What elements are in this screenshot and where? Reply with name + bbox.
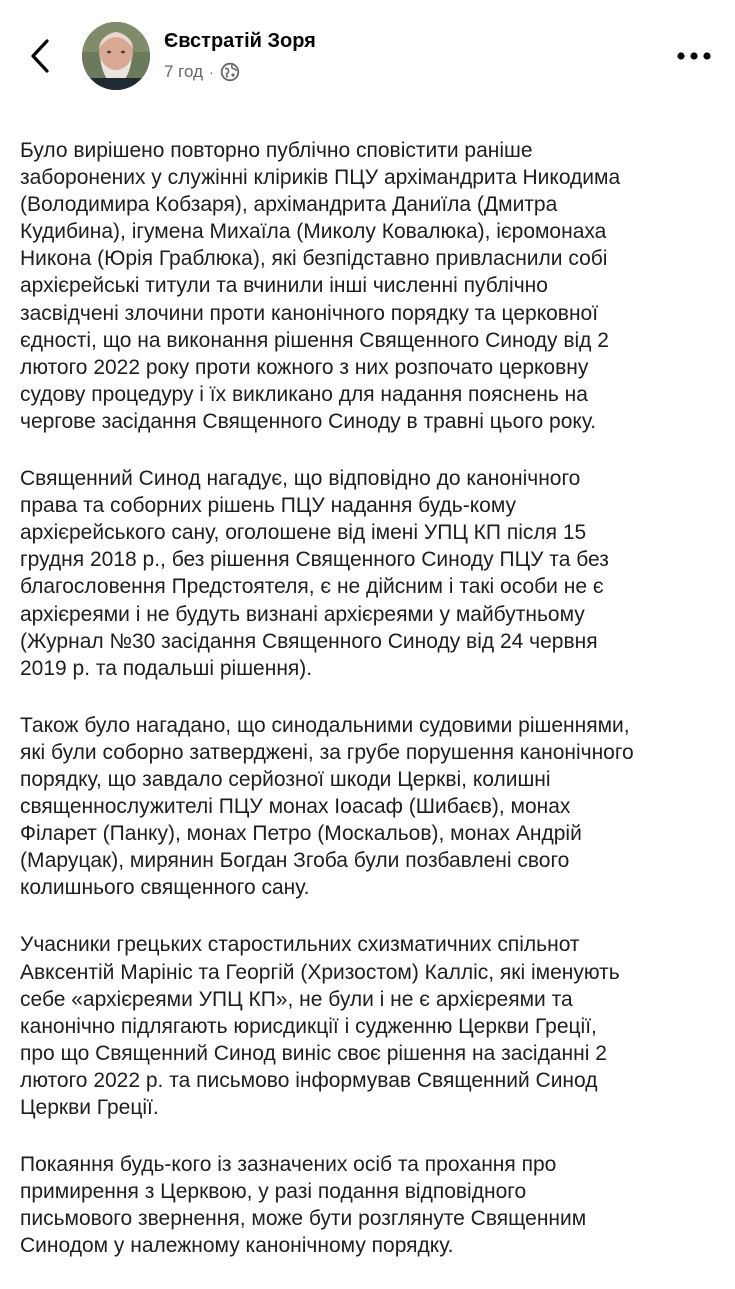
author-avatar[interactable] (82, 22, 150, 90)
more-options-button[interactable] (672, 40, 716, 72)
author-name[interactable]: Євстратій Зоря (164, 30, 316, 52)
post-paragraph: Також було нагадано, що синодальними судовими рішеннями, які були соборно затверджені, за грубе порушення канонічного порядку, що завдало серйозної шкоди Церкві, колишні священнослужителі ПЦУ монах Іоасаф (Шибаєв), монах Філарет (Панку), монах Петро (Москальов), монах Андрій (Маруцак), мирянин Богдан Згоба були позбавлені свого колишнього священного сану. (20, 713, 634, 900)
chevron-left-icon (29, 38, 51, 74)
post-meta (164, 62, 240, 82)
post-paragraph: Священний Синод нагадує, що відповідно до канонічного права та соборних рішень ПЦУ надання будь-кому архієрейського сану, оголошене від імені УПЦ КП після 15 грудня 2018 р., без рішення Священного Синоду ПЦУ та без благословення Предстоятеля, є не дійсним і такі особи не є архієреями і не будуть визнані архієреями у майбутньому (Журнал №30 засідання Священного Синоду від 24 червня 2019 р. та подальші рішення). (20, 467, 609, 680)
meta-separator: · (209, 64, 214, 80)
post-paragraph: Покаяння будь-кого із зазначених осіб та прохання про примирення з Церквою, у разі подання відповідного письмового звернення, може бути розглянуте Священним Синодом у належному канонічному порядку. (20, 1153, 587, 1258)
globe-icon (220, 62, 240, 82)
back-button[interactable] (20, 32, 60, 80)
more-horizontal-icon (676, 51, 712, 61)
post-timestamp[interactable]: 7 год (164, 62, 204, 81)
post-paragraph: Учасники грецьких старостильних схизматичних спільнот Авксентій Марініс та Георгій (Хризостом) Калліс, які іменують себе «архієреями УПЦ КП», не були і не є архієреями та канонічно підлягають юрисдикції і судженню Церкви Греції, про що Священний Синод виніс своє рішення на засіданні 2 лютого 2022 р. та письмово інформував Священний Синод Церкви Греції. (20, 933, 620, 1119)
post-header (0, 0, 735, 112)
post-paragraph: Було вирішено повторно публічно сповістити раніше заборонених у служінні кліриків ПЦУ архімандрита Никодима (Володимира Кобзаря), архімандрита Даниїла (Дмитра Кудибина), ігумена Михаїла (Миколу Ковалюка), ієромонаха Никона (Юрія Граблюка), які безпідставно привласнили собі архієрейські титули та вчинили інші численні публічно засвідчені злочини проти канонічного порядку та церковної єдності, що на виконання рішення Священного Синоду від 2 лютого 2022 року проти кожного з них розпочато церковну судову процедуру і їх викликано для надання пояснень на чергове засідання Священного Синоду в травні цього року. (20, 139, 621, 433)
post-body (20, 137, 726, 1289)
